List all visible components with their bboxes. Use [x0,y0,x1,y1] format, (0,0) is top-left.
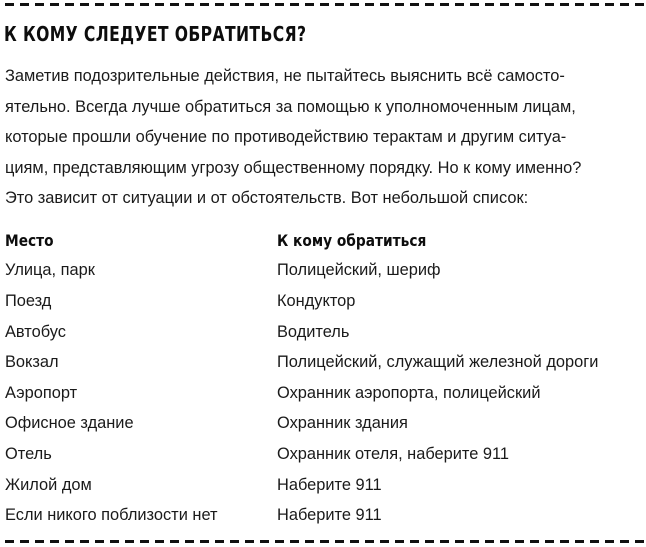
table-header-row [5,225,646,256]
section-heading: К КОМУ СЛЕДУЕТ ОБРАТИТЬСЯ? [4,22,307,46]
place-cell: Улица, парк [5,261,95,280]
place-cell: Отель [5,444,52,463]
intro-line: циям, представляющим угрозу общественному порядку. Но к кому именно? [5,158,582,177]
bottom-dashed-divider [5,540,646,543]
column-header-place: Место [5,230,54,250]
place-cell: Аэропорт [5,383,78,402]
intro-line: которые прошли обучение по противодействию терактам и другим ситуа- [5,128,567,146]
contact-cell: Наберите 911 [277,506,382,525]
contact-cell: Кондуктор [277,291,356,310]
place-cell: Поезд [5,291,52,310]
table-row [5,500,646,531]
contact-cell: Полицейский, шериф [277,261,441,280]
place-cell: Офисное здание [5,414,134,433]
contact-cell: Охранник отеля, наберите 911 [277,444,510,463]
table-row [5,378,646,409]
place-cell: Автобус [5,322,66,341]
intro-line: Заметив подозрительные действия, не пытайтесь выяснить всё самосто- [5,67,565,85]
contact-cell: Водитель [277,322,350,341]
column-header-contact: К кому обратиться [277,230,427,250]
place-cell: Жилой дом [5,475,92,494]
contact-cell: Охранник аэропорта, полицейский [277,383,541,402]
intro-line: ятельно. Всегда лучше обратиться за помощью к уполномоченным лицам, [5,97,576,116]
top-dashed-divider [5,3,646,6]
intro-paragraph [5,61,645,214]
table-row [5,439,646,470]
table-row [5,286,646,317]
place-cell: Вокзал [5,353,59,372]
contacts-table [5,225,646,531]
place-cell: Если никого поблизости нет [5,506,218,525]
table-row [5,347,646,378]
table-row [5,317,646,348]
table-row [5,409,646,440]
contact-cell: Охранник здания [277,414,408,433]
contact-cell: Полицейский, служащий железной дороги [277,353,599,372]
contact-cell: Наберите 911 [277,475,382,494]
intro-line: Это зависит от ситуации и от обстоятельств. Вот небольшой список: [5,189,529,207]
table-row [5,256,646,287]
table-row [5,470,646,501]
